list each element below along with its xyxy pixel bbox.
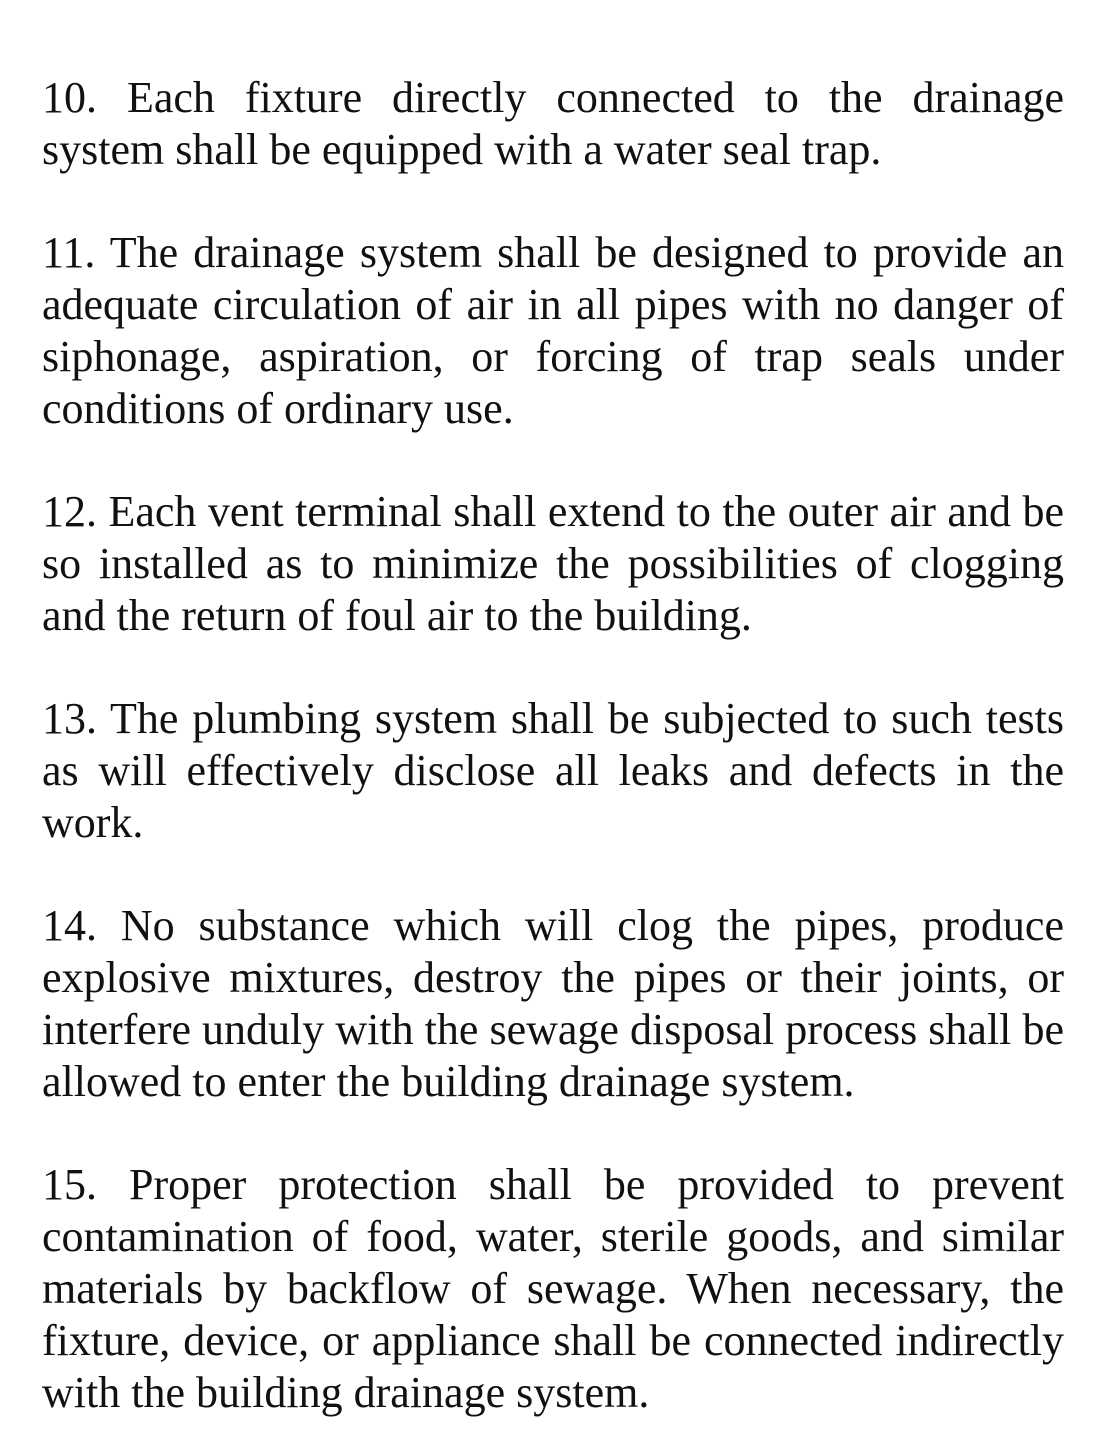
paragraph-12: 12. Each vent terminal shall extend to the outer air and be so installed as to minimize the possibilities of clogging and the return of foul air to the building. bbox=[42, 487, 1064, 640]
paragraph-10: 10. Each fixture directly connected to the drainage system shall be equipped with a water seal trap. bbox=[42, 73, 1064, 174]
paragraph-14: 14. No substance which will clog the pipes, produce explosive mixtures, destroy the pipes or their joints, or interfere unduly with the sewage disposal process shall be allowed to enter the building drainage system. bbox=[42, 901, 1064, 1106]
document-page bbox=[42, 72, 1064, 1419]
paragraph-13: 13. The plumbing system shall be subjected to such tests as will effectively disclose all leaks and defects in the work. bbox=[42, 694, 1064, 847]
paragraph-15: 15. Proper protection shall be provided to prevent contamination of food, water, sterile goods, and similar materials by backflow of sewage. When necessary, the fixture, device, or appliance shall be connected indirectly with the building drainage system. bbox=[42, 1160, 1064, 1417]
paragraph-11: 11. The drainage system shall be designed to provide an adequate circulation of air in all pipes with no danger of siphonage, aspiration, or forcing of trap seals under conditions of ordinary use. bbox=[42, 228, 1064, 433]
